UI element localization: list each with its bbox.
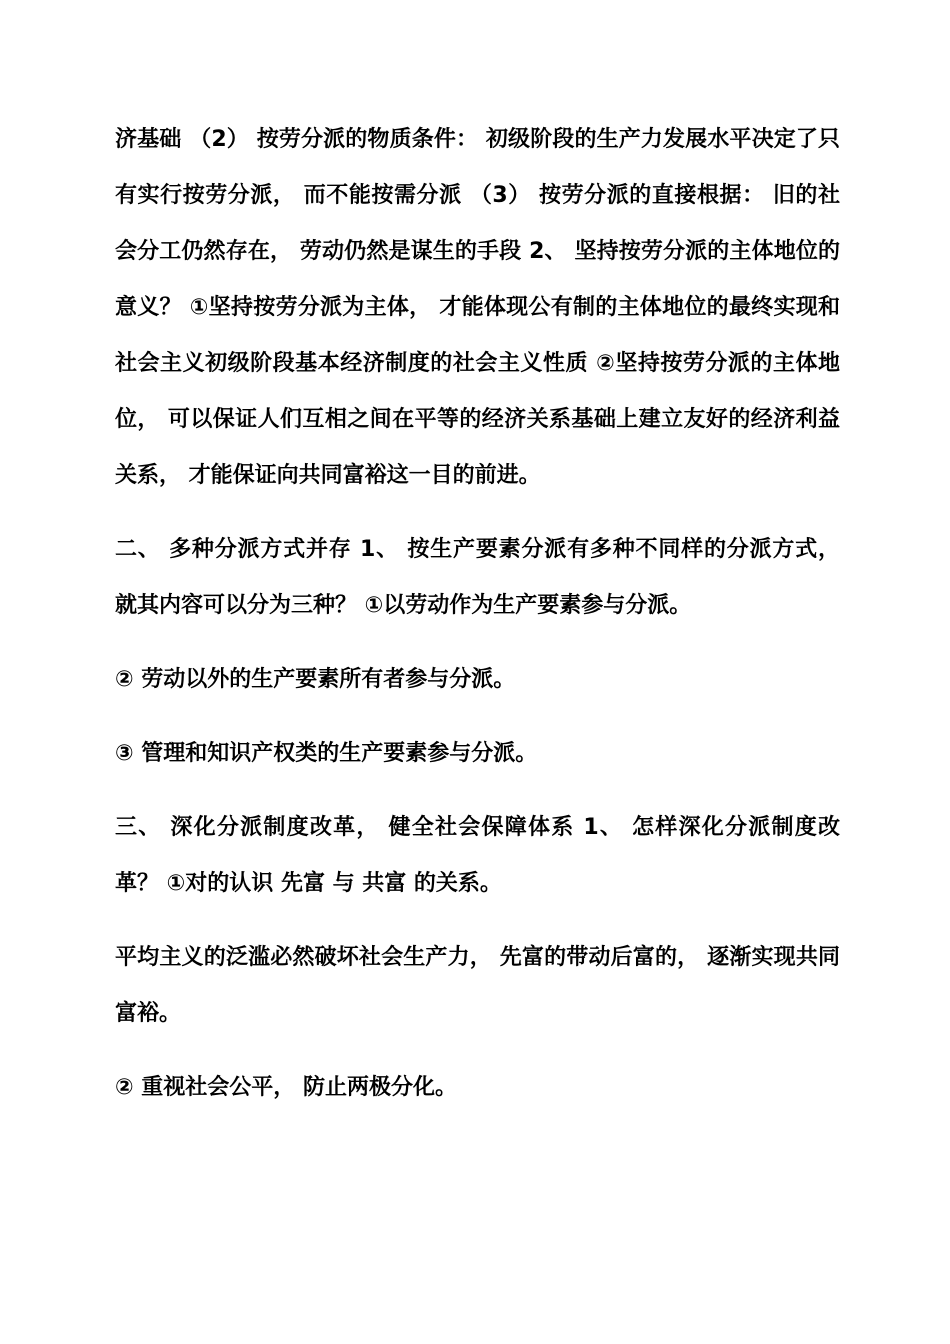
paragraph-3: ② 劳动以外的生产要素所有者参与分派。 <box>115 667 516 692</box>
paragraph-6: 平均主义的泛滥必然破坏社会生产力， 先富的带动后富的， 逐渐实现共同富裕。 <box>115 945 840 1026</box>
paragraph-2: 二、 多种分派方式并存 1、 按生产要素分派有多种不同样的分派方式， 就其内容可以分为三种？ ①以劳动作为生产要素参与分派。 <box>115 537 840 618</box>
paragraph-5: 三、 深化分派制度改革， 健全社会保障体系 1、 怎样深化分派制度改革？ ①对的认识 先富 与 共富 的关系。 <box>115 815 840 896</box>
paragraph-1: 济基础 （2） 按劳分派的物质条件： 初级阶段的生产力发展水平决定了只有实行按劳分派， 而不能按需分派 （3） 按劳分派的直接根据： 旧的社会分工仍然存在， 劳动仍然是谋生的手段 2、 坚持按劳分派的主体地位的意义？ ①坚持按劳分派为主体， 才能体现公有制的主体地位的最终实现和社会主义初级阶段基本经济制度的社会主义性质 ②坚持按劳分派的主体地位， 可以保证人们互相之间在平等的经济关系基础上建立友好的经济利益关系， 才能保证向共同富裕这一目的前进。 <box>115 127 840 488</box>
paragraph-4: ③ 管理和知识产权类的生产要素参与分派。 <box>115 741 538 766</box>
paragraph-7: ② 重视社会公平， 防止两极分化。 <box>115 1075 457 1100</box>
document-body <box>115 112 840 1116</box>
